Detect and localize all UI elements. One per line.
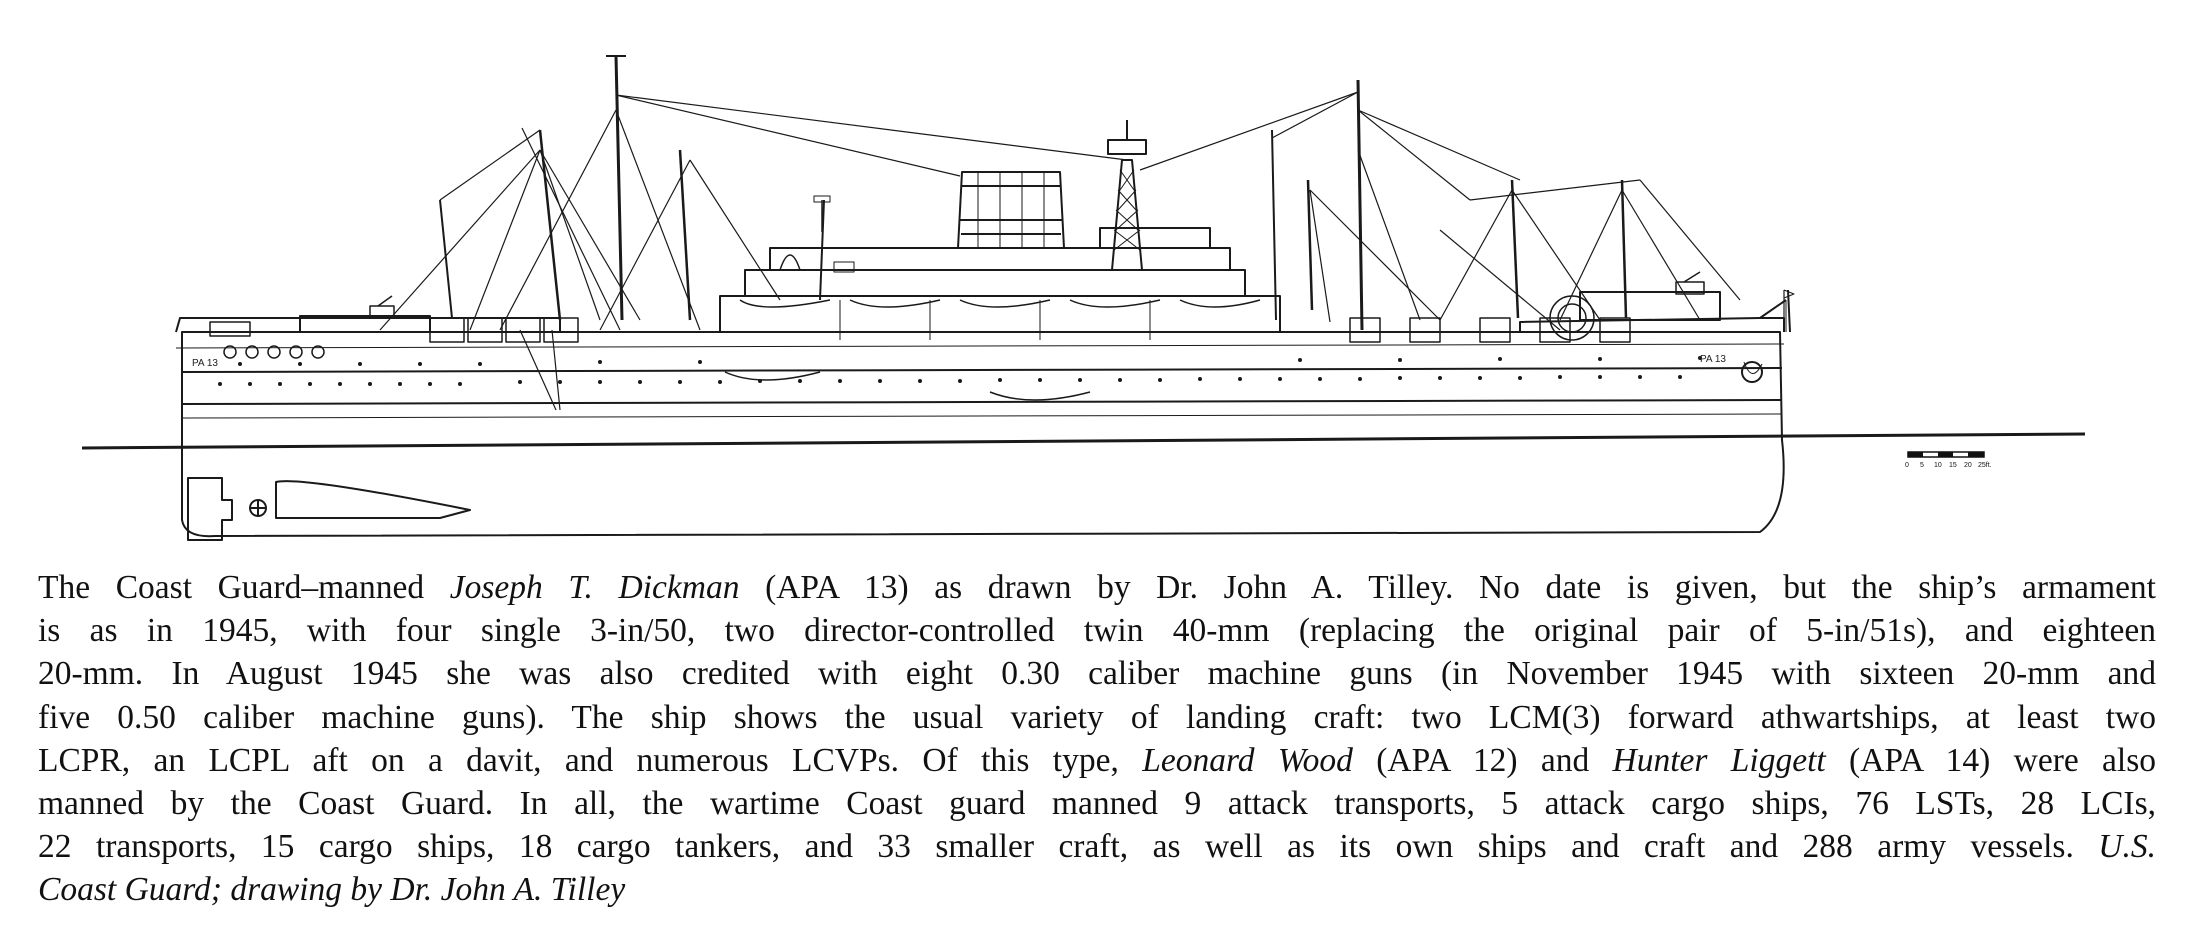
lattice-mast <box>1112 160 1142 270</box>
caption-line-4: five 0.50 caliber machine guns). The ship shows the usual variety of landing craft: two LCM(3) forward athwartships, at least two <box>38 698 2156 736</box>
caption-text: (APA 13) as drawn by Dr. John A. Tilley. No date is given, but the ship’s armament <box>739 569 2156 606</box>
caption-text: (APA 12) and <box>1352 741 1613 779</box>
caption-line-5 <box>38 739 2156 782</box>
hull <box>182 332 1784 536</box>
scale-bar <box>1905 452 1992 469</box>
caption-text: LCPR, an LCPL aft on a davit, and numerous LCVPs. Of this type, <box>38 741 1143 779</box>
scale-tick-label: 5 <box>1920 462 1924 469</box>
caption-line-7 <box>38 825 2156 868</box>
figure-caption <box>38 566 2156 912</box>
scale-tick-label: 0 <box>1905 462 1909 469</box>
superstructure-deck3 <box>770 248 1230 270</box>
caption-line-8 <box>38 868 2156 911</box>
hull-number-stern: PA 13 <box>192 358 218 369</box>
after-house <box>1580 292 1720 320</box>
scale-tick-label: 10 <box>1934 462 1942 469</box>
propeller-shaft-fairing <box>276 481 470 518</box>
rudder <box>188 478 232 540</box>
caption-text: (APA 14) were also <box>1825 741 2157 779</box>
caption-line-3: 20-mm. In August 1945 she was also credited with eight 0.30 caliber machine guns (in November 1945 with sixteen 20-mm and <box>38 655 2156 693</box>
caption-text: The Coast Guard–manned <box>38 569 450 606</box>
caption-line-2: is as in 1945, with four single 3-in/50, two director-controlled twin 40-mm (replacing the original pair of 5-in/51s), and eighteen <box>38 612 2156 650</box>
mainmast <box>1358 80 1362 330</box>
ship-name: Joseph T. Dickman <box>449 569 740 606</box>
caption-line-6: manned by the Coast Guard. In all, the wartime Coast guard manned 9 attack transports, 5 attack cargo ships, 76 LSTs, 28 LCIs, <box>38 785 2156 823</box>
credit-text: Coast Guard; drawing by Dr. John A. Tilley <box>38 871 626 909</box>
funnel <box>958 172 1064 248</box>
scale-tick-label: 20 <box>1964 462 1972 469</box>
caption-text: 22 transports, 15 cargo ships, 18 cargo tankers, and 33 smaller craft, as well as its own ships and craft and 288 army vessels. <box>38 828 2099 866</box>
superstructure-deck1 <box>720 296 1280 332</box>
ship-name: Hunter Liggett <box>1612 741 1826 779</box>
caption-line-1 <box>38 566 2156 609</box>
scale-tick-label: 15 <box>1949 462 1957 469</box>
waterline <box>82 434 2085 448</box>
hull-number-bow: PA 13 <box>1700 354 1726 365</box>
credit-text: U.S. <box>2098 828 2156 866</box>
ship-name: Leonard Wood <box>1142 741 1353 779</box>
scale-tick-label: 25ft. <box>1978 462 1992 469</box>
